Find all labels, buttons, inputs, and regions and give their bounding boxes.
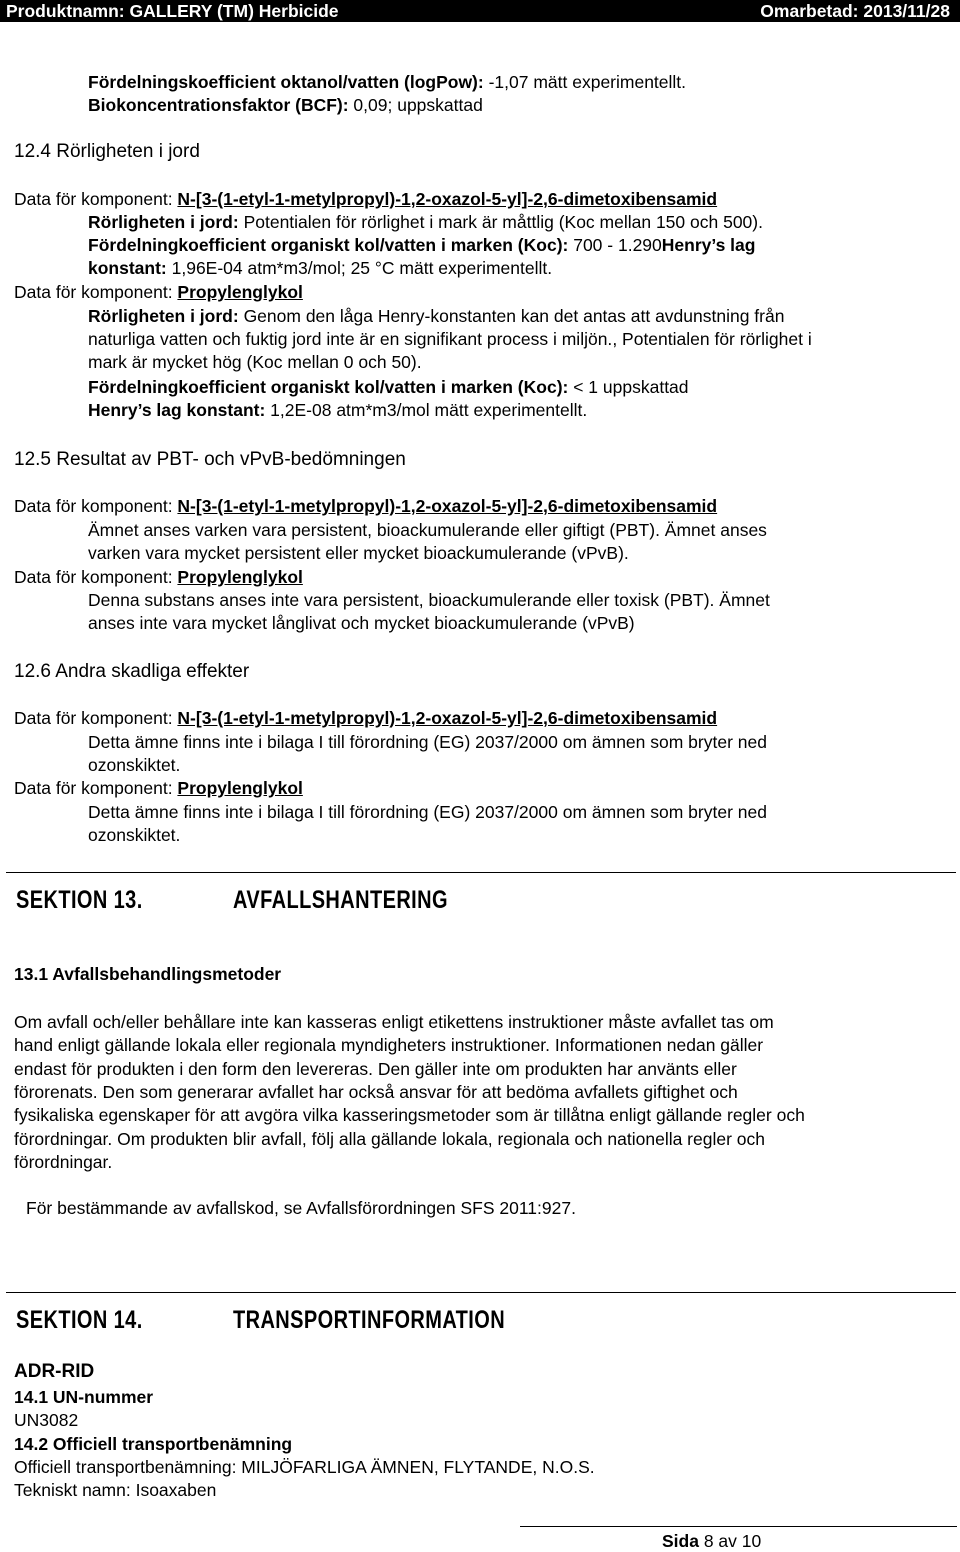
component-label: Data för komponent: xyxy=(14,496,178,516)
page-number xyxy=(662,1530,761,1552)
component-name: N-[3-(1-etyl-1-metylpropyl)-1,2-oxazol-5-yl]-2,6-dimetoxibensamid xyxy=(177,189,718,209)
pbt-text: Denna substans anses inte vara persistent, bioackumulerande eller toxisk (PBT). Ämnet xyxy=(88,590,770,610)
component-label: Data för komponent: xyxy=(14,778,178,798)
paragraph-line: förordningar. xyxy=(14,1151,113,1172)
mobility-label: Rörligheten i jord: xyxy=(88,306,239,326)
component-name: Propylenglykol xyxy=(177,567,303,587)
un-number-value: UN3082 xyxy=(14,1410,79,1430)
section-13-title: AVFALLSHANTERING xyxy=(233,886,448,914)
mobility-text: Genom den låga Henry-konstanten kan det antas att avdunstning från xyxy=(238,306,785,326)
henry-label-b: konstant: xyxy=(88,258,167,278)
paragraph-line: Om avfall och/eller behållare inte kan kasseras enligt etikettens instruktioner måste avfallet tas om xyxy=(14,1012,774,1032)
component-line-1 xyxy=(14,188,717,210)
henry-label: Henry’s lag konstant: xyxy=(88,400,266,420)
component-line-1 xyxy=(14,495,717,517)
section-14-number: SEKTION 14. xyxy=(16,1306,143,1334)
section-13-number: SEKTION 13. xyxy=(16,886,143,914)
koc-value: 700 - 1.290 xyxy=(568,235,662,255)
henry-line xyxy=(88,399,587,421)
transport-name-value: Officiell transportbenämning: MILJÖFARLIGA ÄMNEN, FLYTANDE, N.O.S. xyxy=(14,1457,595,1477)
ozone-text: ozonskiktet. xyxy=(88,825,181,845)
component-name: Propylenglykol xyxy=(177,778,303,798)
henry-value: 1,96E-04 atm*m3/mol; 25 °C mätt experimentellt. xyxy=(166,258,553,278)
paragraph-line: förorenats. Den som generarar avfallet har också ansvar för att bedöma avfallets giftighet och xyxy=(14,1081,738,1102)
component-label: Data för komponent: xyxy=(14,282,178,302)
section-divider xyxy=(6,1292,956,1293)
section-divider xyxy=(6,872,956,873)
component-line-2 xyxy=(14,281,303,303)
paragraph-line: fysikaliska egenskaper för att avgöra vilka kasseringsmetoder som är tillåtna enligt gällande regler och xyxy=(14,1105,805,1126)
ozone-text: ozonskiktet. xyxy=(88,755,181,775)
pbt-text: Ämnet anses varken vara persistent, bioackumulerande eller giftigt (PBT). Ämnet anses xyxy=(88,520,767,540)
bcf-value: 0,09; uppskattad xyxy=(348,95,483,115)
bcf-line xyxy=(88,94,483,116)
section-12-4-heading: 12.4 Rörligheten i jord xyxy=(14,141,200,162)
logpow-value: -1,07 mätt experimentellt. xyxy=(483,72,687,92)
footer-rule xyxy=(520,1526,957,1527)
koc-label: Fördelningkoefficient organiskt kol/vatten i marken (Koc): xyxy=(88,235,569,255)
pbt-text: varken vara mycket persistent eller mycket bioackumulerande (vPvB). xyxy=(88,543,629,563)
mobility-text: naturliga vatten och fuktig jord inte är en signifikant process i miljön. xyxy=(88,329,613,349)
component-name: Propylenglykol xyxy=(177,282,303,302)
koc-value: < 1 uppskattad xyxy=(568,377,689,397)
section-12-5-heading: 12.5 Resultat av PBT- och vPvB-bedömningen xyxy=(14,449,406,470)
component-label: Data för komponent: xyxy=(14,189,178,209)
mobility-line xyxy=(88,305,784,327)
adr-rid-heading: ADR-RID xyxy=(14,1361,95,1382)
paragraph-line: endast för produkten i den form den levereras. Den gäller inte om produkten har använts eller xyxy=(14,1058,737,1079)
technical-name: Tekniskt namn: Isoaxaben xyxy=(14,1480,217,1500)
page-count: 8 av 10 xyxy=(698,1531,762,1551)
bcf-label: Biokoncentrationsfaktor (BCF): xyxy=(88,95,349,115)
henry-value: 1,2E-08 atm*m3/mol mätt experimentellt. xyxy=(265,400,588,420)
mobility-label: Rörligheten i jord: xyxy=(88,212,239,232)
revision-date: Omarbetad: 2013/11/28 xyxy=(760,1,950,21)
henry-label-a: Henry’s lag xyxy=(661,235,756,255)
component-line-2 xyxy=(14,777,303,799)
ozone-text: Detta ämne finns inte i bilaga I till förordning (EG) 2037/2000 om ämnen som bryter ned xyxy=(88,802,767,822)
component-name: N-[3-(1-etyl-1-metylpropyl)-1,2-oxazol-5-yl]-2,6-dimetoxibensamid xyxy=(177,496,718,516)
koc-line xyxy=(88,376,689,398)
section-12-6-heading: 12.6 Andra skadliga effekter xyxy=(14,661,250,682)
logpow-line xyxy=(88,71,686,93)
component-line-1 xyxy=(14,707,717,729)
mobility-text: , Potentialen för rörlighet i xyxy=(612,329,812,349)
paragraph-line: förordningar. Om produkten blir avfall, följ alla gällande lokala, regionala och nationella regler och xyxy=(14,1128,766,1149)
mobility-line-cont xyxy=(88,328,812,350)
component-name: N-[3-(1-etyl-1-metylpropyl)-1,2-oxazol-5-yl]-2,6-dimetoxibensamid xyxy=(177,708,718,728)
component-label: Data för komponent: xyxy=(14,708,178,728)
section-14-title: TRANSPORTINFORMATION xyxy=(233,1306,506,1334)
koc-label: Fördelningkoefficient organiskt kol/vatten i marken (Koc): xyxy=(88,377,569,397)
subsection-13-1-heading: 13.1 Avfallsbehandlingsmetoder xyxy=(14,964,282,984)
product-name: Produktnamn: GALLERY (TM) Herbicide xyxy=(6,1,339,21)
component-line-2 xyxy=(14,566,303,588)
paragraph-line: hand enligt gällande lokala eller regionala myndigheters instruktioner. Informationen nedan gäller xyxy=(14,1035,764,1056)
un-number-heading: 14.1 UN-nummer xyxy=(14,1387,154,1407)
koc-line xyxy=(88,234,755,256)
mobility-text: Potentialen för rörlighet i mark är måttlig (Koc mellan 150 och 500). xyxy=(238,212,763,232)
henry-line xyxy=(88,257,552,279)
component-label: Data för komponent: xyxy=(14,567,178,587)
transport-name-heading: 14.2 Officiell transportbenämning xyxy=(14,1434,293,1454)
mobility-line-cont: mark är mycket hög (Koc mellan 0 och 50). xyxy=(88,352,422,372)
page-header xyxy=(0,0,960,22)
pbt-text: anses inte vara mycket långlivat och mycket bioackumulerande (vPvB) xyxy=(88,613,635,633)
waste-code-note: För bestämmande av avfallskod, se Avfallsförordningen SFS 2011:927. xyxy=(26,1198,576,1218)
ozone-text: Detta ämne finns inte i bilaga I till förordning (EG) 2037/2000 om ämnen som bryter ned xyxy=(88,732,767,752)
logpow-label: Fördelningskoefficient oktanol/vatten (logPow): xyxy=(88,72,484,92)
page-label: Sida xyxy=(662,1531,699,1551)
mobility-line xyxy=(88,211,763,233)
